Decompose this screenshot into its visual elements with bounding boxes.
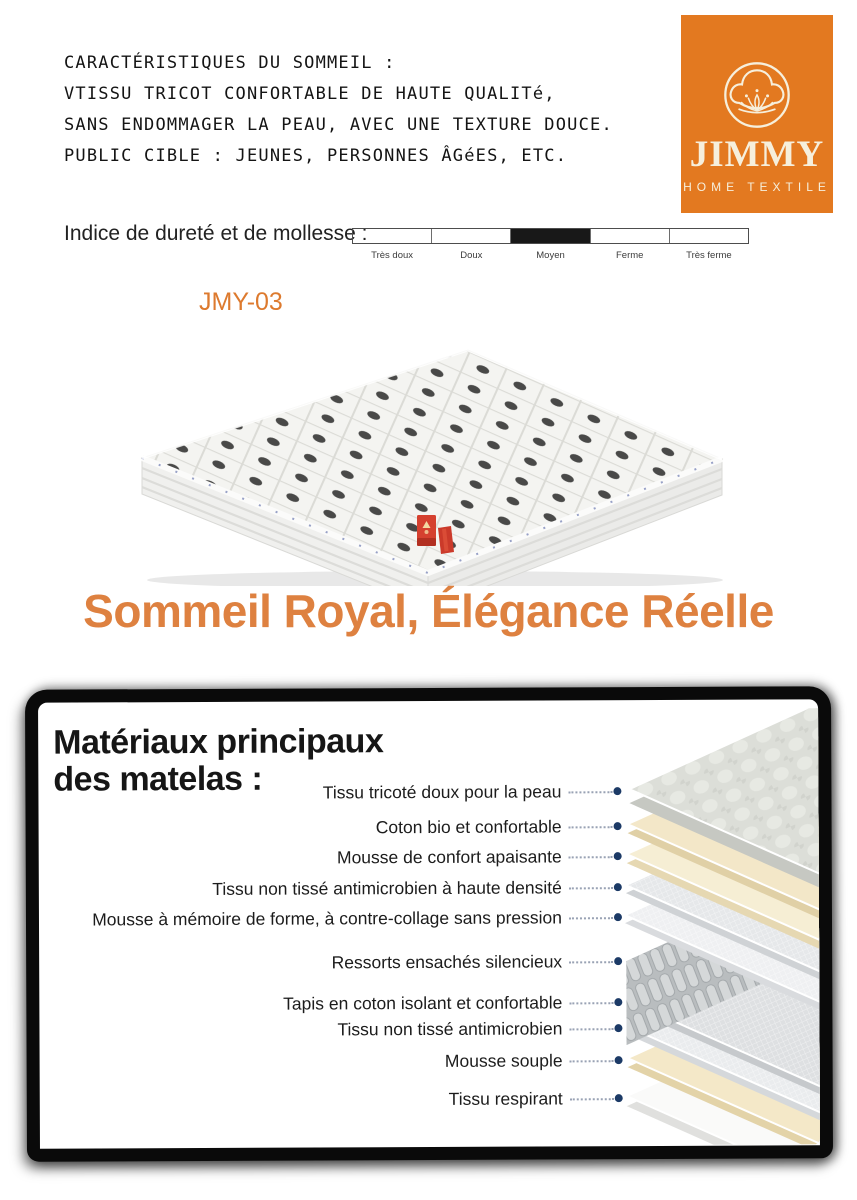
leader-dot [615,1056,623,1064]
material-layer-label: Tissu non tissé antimicrobien [337,1017,563,1039]
firmness-level-label: Très ferme [686,250,732,261]
materials-title-line2: des matelas : [53,759,263,799]
tagline: Sommeil Royal, Élégance Réelle [83,585,774,637]
characteristics-line: PUBLIC CIBLE : JEUNES, PERSONNES ÂGéES, ETC. [64,146,568,166]
firmness-cell [511,229,590,261]
leader-dot [614,1024,622,1032]
model-number: JMY-03 [199,288,283,316]
material-layer-row [54,843,622,871]
leader-line [570,1098,614,1100]
material-layer-row [54,1015,622,1043]
firmness-level-label: Très doux [371,250,414,261]
material-layer-label: Mousse de confort apaisante [336,845,562,867]
leader-line [569,961,613,963]
leader-dot [613,787,621,795]
leader-dot [614,998,622,1006]
brand-name: JIMMY [689,134,825,175]
characteristics-block [64,48,664,172]
brand-subtitle: HOME TEXTILE [683,180,831,194]
firmness-cell [353,229,432,261]
firmness-level-label: Doux [460,250,483,261]
material-layer-label: Tissu respirant [448,1087,563,1109]
materials-panel-inner [38,699,820,1148]
brand-logo [681,15,833,213]
material-layer-label: Tissu non tissé antimicrobien à haute densité [212,876,562,899]
leader-line [569,826,613,828]
leader-dot [615,1094,623,1102]
firmness-cell [670,229,748,261]
firmness-scale-label: Indice de dureté et de mollesse : [64,222,368,245]
materials-panel [25,686,833,1162]
firmness-level-label: Moyen [536,250,565,261]
material-layer-label: Mousse à mémoire de forme, à contre-collage sans pression [92,906,563,929]
leader-line [568,791,612,793]
material-layer-row [54,874,622,902]
leader-line [569,917,613,919]
material-layer-row [55,1085,623,1113]
firmness-cell [432,229,511,261]
leader-dot [614,852,622,860]
leader-line [570,1060,614,1062]
firmness-cell [591,229,670,261]
material-layer-label: Ressorts ensachés silencieux [331,950,563,972]
leader-line [569,856,613,858]
material-layer-label: Tissu tricoté doux pour la peau [322,780,562,802]
firmness-level-label: Ferme [615,250,644,261]
leader-dot [614,822,622,830]
material-layer-row [55,1047,623,1075]
leader-dot [614,913,622,921]
leader-dot [614,883,622,891]
characteristics-line: SANS ENDOMMAGER LA PEAU, AVEC UNE TEXTURE DOUCE. [64,115,613,135]
material-layer-label: Mousse souple [444,1049,563,1071]
material-layer-label: Coton bio et confortable [375,815,562,837]
material-layer-row [54,948,622,976]
leader-line [569,1002,613,1004]
cotton-flower-icon [713,51,801,139]
mattress-product-image [120,338,740,586]
firmness-scale-bar [352,228,749,261]
mattress-layers-diagram [595,708,820,1145]
material-layer-row [53,778,621,806]
characteristics-line: VTISSU TRICOT CONFORTABLE DE HAUTE QUALITé, [64,84,556,104]
material-layer-row [54,904,622,932]
leader-line [569,1028,613,1030]
material-layer-label: Tapis en coton isolant et confortable [283,991,563,1014]
leader-dot [614,957,622,965]
materials-title-line1: Matériaux principaux [53,722,384,762]
material-layer-row [54,989,622,1017]
characteristics-line: CARACTÉRISTIQUES DU SOMMEIL : [64,53,396,73]
leader-line [569,887,613,889]
material-layer-row [54,813,622,841]
